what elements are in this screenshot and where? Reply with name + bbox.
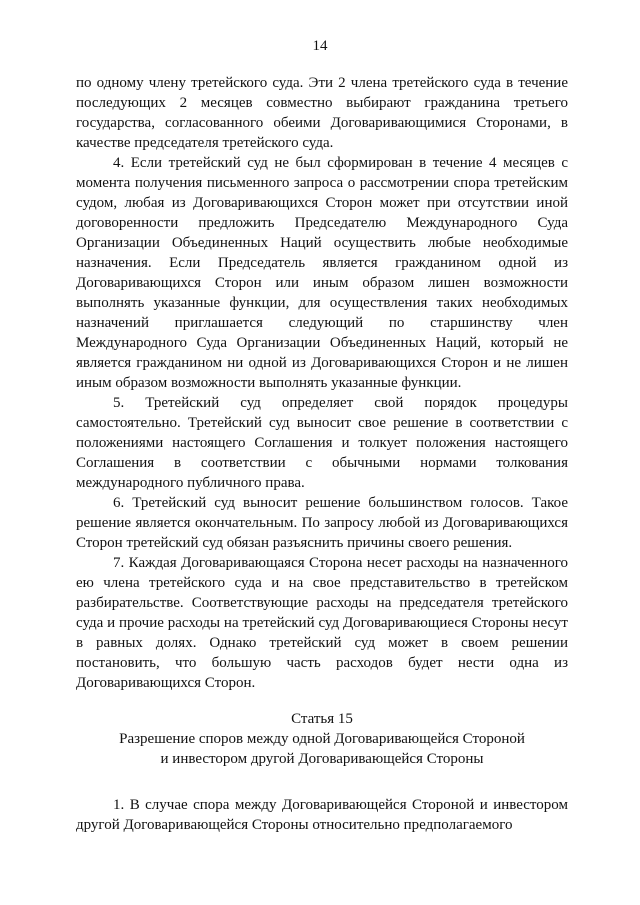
document-body <box>76 73 568 835</box>
article-title-line-1: Разрешение споров между одной Договаривающейся Стороной <box>119 731 525 747</box>
article-number: Статья 15 <box>291 711 353 727</box>
paragraph-item-7: 7. Каждая Договаривающаяся Сторона несет расходы на назначенного ею члена третейского суда и на свое представительство в третейском разбирательстве. Соответствующие расходы на председателя третейского суда и прочие расходы на третейский суд Договаривающиеся Стороны несут в равных долях. Однако третейский суд может в своем решении постановить, что большую часть расходов будет нести одна из Договаривающихся Сторон. <box>76 555 568 691</box>
paragraph-continuation: по одному члену третейского суда. Эти 2 члена третейского суда в течение последующих 2 месяцев совместно выбирают гражданина третьего государства, согласованного обеими Договаривающимися Сторонами, в качестве председателя третейского суда. <box>76 75 568 151</box>
page-number: 14 <box>312 38 328 54</box>
paragraph-article-15-item-1: 1. В случае спора между Договаривающейся Стороной и инвестором другой Договаривающейся Стороны относительно предполагаемого <box>76 797 568 833</box>
article-heading <box>76 709 568 769</box>
paragraph-item-6: 6. Третейский суд выносит решение большинством голосов. Такое решение является окончательным. По запросу любой из Договаривающихся Сторон третейский суд обязан разъяснить причины своего решения. <box>76 495 568 551</box>
paragraph-item-5: 5. Третейский суд определяет свой порядок процедуры самостоятельно. Третейский суд выносит свое решение в соответствии с положениями настоящего Соглашения и толкует положения настоящего Соглашения в соответствии с обычными нормами толкования международного публичного права. <box>76 395 568 491</box>
paragraph-item-4: 4. Если третейский суд не был сформирован в течение 4 месяцев с момента получения письменного запроса о рассмотрении спора третейским судом, любая из Договаривающихся Сторон может при отсутствии иной договоренности предложить Председателю Международного Суда Организации Объединенных Наций осуществить любые необходимые назначения. Если Председатель является гражданином одной из Договаривающихся Сторон или иным образом лишен возможности выполнять указанные функции, для осуществления таких необходимых назначений приглашается следующий по старшинству член Международного Суда Организации Объединенных Наций, который не является гражданином ни одной из Договаривающихся Сторон и не лишен иным образом возможности выполнять указанные функции. <box>76 155 568 391</box>
article-title-line-2: и инвестором другой Договаривающейся Стороны <box>160 751 484 767</box>
